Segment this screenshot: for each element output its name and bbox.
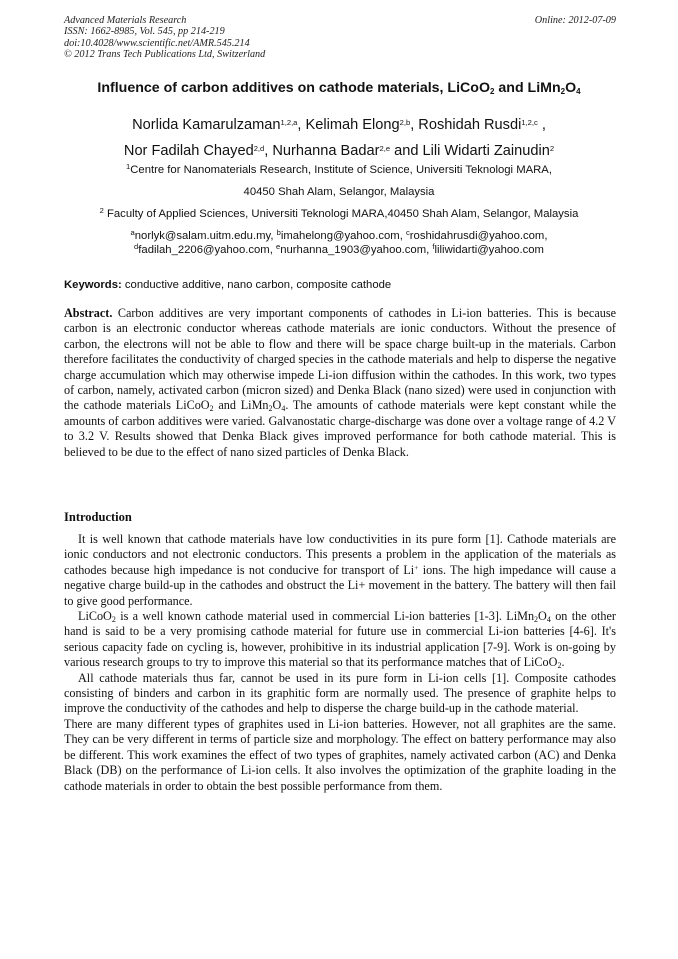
introduction-heading: Introduction (64, 510, 132, 524)
journal-name: Advanced Materials Research (64, 15, 187, 26)
intro-paragraph-3: All cathode materials thus far, cannot be used in its pure form in Li-ion cells [1]. Composite cathodes consisting of binders and carbon in its graphitic form are normally used. The presence of graphite helps to improve the conductivity of the cathodes and help to disperse the charge build-up in the cathode material. (64, 670, 616, 716)
online-date: Online: 2012-07-09 (534, 15, 616, 26)
abstract-label: Abstract. (64, 306, 113, 320)
paper-title: Influence of carbon additives on cathode materials, LiCoO$_2$ and $LiMn_2O_4$ (97, 80, 581, 96)
affiliation-2: $^2$ Faculty of Applied Sciences, Universiti Teknologi MARA,40450 Shah Alam, Selangor, Malaysia (99, 206, 579, 220)
copyright-line: © 2012 Trans Tech Publications Ltd, Switzerland (64, 48, 266, 60)
doi-line: doi:10.4028/www.scientific.net/AMR.545.214 (64, 37, 250, 49)
issn-line: ISSN: 1662-8985, Vol. 545, pp 214-219 (64, 26, 225, 38)
email-line-2: $^d$fadilah_2206@yahoo.com, $^e$nurhanna_1903@yahoo.com, $^f$liliwidarti@yahoo.com (134, 242, 544, 256)
keywords (64, 279, 616, 291)
intro-paragraph-2: LiCoO$_2$ is a well known cathode material used in commercial Li-ion batteries [1-3]. $LiMn_2O_4$ on the other hand is said to be a very promising cathode material for future use in commercial Li-ion batteries [4-6]. It's serious capacity fade on cycling is, however, prohibitive in its industrial application [7-9]. Work is on-going by various research groups to try to improve this material so that its performance matches that of LiCoO$_2$. (64, 609, 616, 671)
email-line-1: $^a$norlyk@salam.uitm.edu.my, $^b$imahelong@yahoo.com, $^c$roshidahrusdi@yahoo.com, (130, 228, 548, 242)
journal-header (64, 15, 616, 60)
affiliation-1-line-1: $^1$Centre for Nanomaterials Research, Institute of Science, Universiti Teknologi MARA, (126, 162, 552, 176)
abstract: Abstract. Carbon additives are very important components of cathodes in Li-ion batteries. This is because carbon is an electronic conductor whereas cathode materials are ionic conductors. Without the presence of carbon, the electrons will not be able to flow and there will be space charge built-up in the materials. Carbon therefore facilitates the conductivity of charged species in the cathode materials and help to disperse the negative charge accumulation which may otherwise impede Li-ion diffusion within the cathodes. In this work, two types of carbon, namely, activated carbon (micron sized) and Denka Black (nano sized) were used in conjunction with the cathode materials LiCoO$_2$ and $LiMn_2O_4$. The amounts of cathode materials were kept constant while the amounts of carbon additives were varied. Galvanostatic charge-discharge was done over a voltage range of 4.2 V to 3.2 V. Results showed that Denka Black gives improved performance for both cathode material. This is believed to be due to the effect of nano sized particles of Denka Black. (64, 306, 616, 459)
intro-paragraph-1: It is well known that cathode materials have low conductivities in its pure form [1]. Cathode materials are ionic conductors and not electronic conductors. This presents a problem in the application of the materials as cathodes because high impedance is not conducive for transport of Li+ ions. The high impedance will cause a negative charge build-up in the cathodes and obstruct the Li+ movement in the battery. The battery will then fail to give good performance. (64, 532, 616, 608)
intro-paragraph-4: There are many different types of graphites used in Li-ion batteries. However, not all graphites are the same. They can be very different in terms of particle size and morphology. The effect on battery performance may also be different. This work examines the effect of two types of graphites, namely activated carbon (AC) and Denka Black (DB) on the performance of Li-ion cells. It also involves the optimization of the graphite loading in the cathode materials in order to obtain the best possible performance from them. (64, 716, 616, 793)
keywords-label: Keywords: (64, 279, 122, 291)
introduction-body (64, 532, 616, 794)
affiliation-1-line-2: 40450 Shah Alam, Selangor, Malaysia (243, 186, 435, 198)
author-list (40, 112, 638, 164)
keywords-text: conductive additive, nano carbon, composite cathode (121, 279, 392, 291)
author-line-1: Norlida Kamarulzaman$^{1,2,a}$, Kelimah Elong$^{2,b}$, Roshidah Rusdi$^{1,2,c}$ , (132, 117, 546, 133)
author-line-2: Nor Fadilah Chayed$^{2,d}$, Nurhanna Badar$^{2,e}$ and Lili Widarti Zainudin$^2$ (123, 143, 555, 159)
